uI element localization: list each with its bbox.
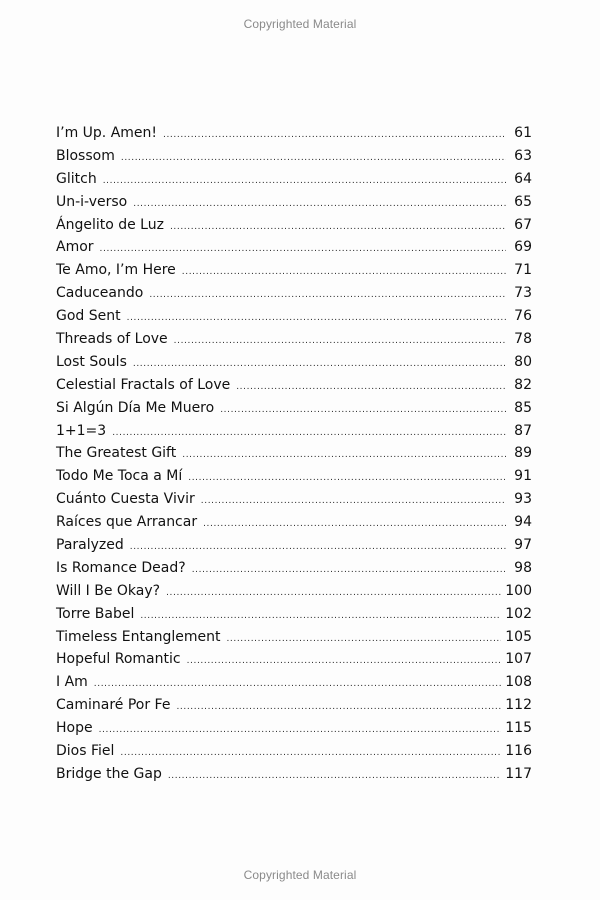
- toc-entry: [56, 465, 532, 488]
- toc-entry-page-number: 115: [505, 720, 532, 737]
- toc-entry-title: 1+1=3: [56, 422, 107, 439]
- toc-entry-title: I’m Up. Amen!: [56, 125, 158, 141]
- toc-dot-leader: [99, 719, 502, 742]
- toc-dot-leader: [133, 353, 506, 376]
- header-copyright: Copyrighted Material: [243, 17, 357, 31]
- toc-entry-title: Timeless Entanglement: [56, 628, 221, 645]
- toc-entry: [56, 740, 532, 763]
- toc-entry: [56, 626, 532, 649]
- toc-entry: [56, 305, 532, 328]
- toc-dot-leader: [182, 261, 506, 284]
- toc-dot-leader: [163, 124, 506, 147]
- toc-entry-title: Is Romance Dead?: [56, 559, 186, 576]
- toc-dot-leader: [168, 765, 501, 788]
- toc-dot-leader: [220, 399, 506, 422]
- toc-entry: [56, 511, 532, 534]
- toc-entry: [56, 648, 532, 671]
- toc-entry-page-number: 85: [514, 399, 532, 416]
- toc-entry-title: Dios Fiel: [56, 743, 115, 760]
- toc-entry-title: Celestial Fractals of Love: [56, 376, 231, 393]
- toc-dot-leader: [100, 238, 506, 261]
- toc-entry: [56, 282, 532, 305]
- toc-entry-page-number: 89: [514, 445, 532, 462]
- toc-entry-title: Bridge the Gap: [56, 765, 162, 782]
- toc-entry: [56, 122, 532, 145]
- toc-entry-page-number: 117: [505, 765, 532, 782]
- toc-entry: [56, 763, 532, 786]
- toc-dot-leader: [120, 742, 501, 765]
- toc-entry-title: Lost Souls: [56, 353, 127, 370]
- toc-entry: [56, 236, 532, 259]
- toc-entry-page-number: 100: [505, 582, 532, 599]
- toc-entry-page-number: 107: [505, 651, 532, 668]
- toc-entry-page-number: 105: [505, 628, 532, 645]
- toc-entry: [56, 488, 532, 511]
- toc-entry-page-number: 97: [514, 537, 532, 554]
- toc-entry: [56, 442, 532, 465]
- toc-entry-title: Todo Me Toca a Mí: [56, 468, 183, 485]
- toc-dot-leader: [188, 467, 506, 490]
- toc-entry: [56, 557, 532, 580]
- toc-entry-page-number: 71: [514, 262, 532, 279]
- toc-entry: [56, 534, 532, 557]
- toc-entry: [56, 671, 532, 694]
- table-of-contents: [56, 122, 532, 786]
- toc-dot-leader: [112, 422, 506, 445]
- toc-entry-page-number: 69: [514, 239, 532, 256]
- toc-entry-title: Will I Be Okay?: [56, 582, 161, 599]
- toc-dot-leader: [140, 605, 501, 628]
- toc-dot-leader: [127, 307, 506, 330]
- toc-entry: [56, 420, 532, 443]
- toc-entry: [56, 259, 532, 282]
- toc-entry-title: Caduceando: [56, 285, 144, 302]
- toc-entry-title: Hope: [56, 720, 93, 737]
- toc-entry: [56, 603, 532, 626]
- toc-dot-leader: [236, 376, 506, 399]
- toc-entry-title: Raíces que Arrancar: [56, 514, 198, 531]
- toc-entry-page-number: 108: [505, 674, 532, 691]
- toc-entry-page-number: 63: [514, 147, 532, 164]
- toc-entry-title: The Greatest Gift: [56, 445, 177, 462]
- toc-dot-leader: [187, 650, 502, 673]
- toc-entry-title: Un-i-verso: [56, 193, 128, 210]
- toc-entry: [56, 580, 532, 603]
- toc-entry: [56, 214, 532, 237]
- toc-entry: [56, 351, 532, 374]
- toc-entry-title: Hopeful Romantic: [56, 651, 181, 668]
- toc-entry: [56, 145, 532, 168]
- toc-entry-page-number: 61: [514, 125, 532, 141]
- toc-dot-leader: [176, 696, 501, 719]
- toc-entry-title: Torre Babel: [56, 605, 135, 622]
- toc-entry-title: Blossom: [56, 147, 115, 164]
- toc-entry-page-number: 94: [514, 514, 532, 531]
- toc-dot-leader: [103, 170, 506, 193]
- toc-entry-title: Si Algún Día Me Muero: [56, 399, 215, 416]
- toc-entry-page-number: 87: [514, 422, 532, 439]
- toc-entry: [56, 374, 532, 397]
- toc-dot-leader: [201, 490, 506, 513]
- toc-entry-title: Caminaré Por Fe: [56, 697, 171, 714]
- toc-dot-leader: [94, 673, 501, 696]
- toc-entry-title: Paralyzed: [56, 537, 124, 554]
- toc-entry: [56, 328, 532, 351]
- toc-dot-leader: [166, 582, 501, 605]
- toc-entry-title: God Sent: [56, 308, 121, 325]
- toc-entry-page-number: 78: [514, 331, 532, 348]
- toc-entry-title: Te Amo, I’m Here: [56, 262, 176, 279]
- toc-entry-page-number: 102: [505, 605, 532, 622]
- toc-entry-page-number: 91: [514, 468, 532, 485]
- toc-dot-leader: [121, 147, 506, 170]
- toc-entry: [56, 168, 532, 191]
- toc-entry-page-number: 116: [505, 743, 532, 760]
- toc-entry: [56, 717, 532, 740]
- toc-dot-leader: [182, 444, 506, 467]
- toc-entry-page-number: 65: [514, 193, 532, 210]
- toc-entry-title: Ángelito de Luz: [56, 216, 164, 233]
- toc-entry-page-number: 64: [514, 170, 532, 187]
- toc-dot-leader: [170, 216, 506, 239]
- toc-entry: [56, 694, 532, 717]
- toc-dot-leader: [226, 628, 501, 651]
- toc-dot-leader: [192, 559, 506, 582]
- toc-entry-page-number: 112: [505, 697, 532, 714]
- toc-dot-leader: [130, 536, 506, 559]
- toc-entry-page-number: 93: [514, 491, 532, 508]
- toc-entry-page-number: 98: [514, 559, 532, 576]
- toc-entry-page-number: 82: [514, 376, 532, 393]
- toc-entry-title: Glitch: [56, 170, 97, 187]
- toc-entry-title: I Am: [56, 674, 88, 691]
- toc-entry-page-number: 73: [514, 285, 532, 302]
- toc-entry-title: Amor: [56, 239, 94, 256]
- toc-entry-title: Cuánto Cuesta Vivir: [56, 491, 195, 508]
- toc-entry-title: Threads of Love: [56, 331, 168, 348]
- toc-entry-page-number: 67: [514, 216, 532, 233]
- footer-copyright: Copyrighted Material: [243, 868, 357, 882]
- toc-dot-leader: [174, 330, 506, 353]
- toc-dot-leader: [149, 284, 506, 307]
- toc-dot-leader: [203, 513, 506, 536]
- toc-entry: [56, 191, 532, 214]
- toc-dot-leader: [133, 193, 506, 216]
- toc-entry: [56, 397, 532, 420]
- toc-entry-page-number: 76: [514, 308, 532, 325]
- toc-entry-page-number: 80: [514, 353, 532, 370]
